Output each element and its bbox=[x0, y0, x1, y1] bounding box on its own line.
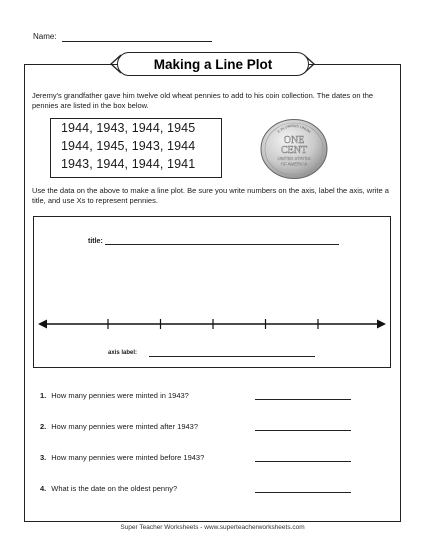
coin-cent: CENT bbox=[280, 145, 308, 156]
intro-text: Jeremy's grandfather gave him twelve old wheat pennies to add to his coin collection. The dates on the pennies are listed in the box below. bbox=[32, 91, 374, 110]
instructions-text: Use the data on the above to make a line plot. Be sure you write numbers on the axis, label the axis, write a title, and use Xs to represent pennies. bbox=[32, 186, 389, 205]
number-line bbox=[38, 312, 386, 336]
plot-title-label: title: bbox=[88, 238, 103, 245]
question-item: 1. How many pennies were minted in 1943? bbox=[40, 391, 189, 400]
axis-label-field[interactable] bbox=[149, 356, 315, 357]
arrow-left-icon bbox=[38, 320, 47, 329]
axis-label-text: axis label: bbox=[108, 350, 138, 356]
answer-field[interactable] bbox=[255, 399, 351, 400]
answer-field[interactable] bbox=[255, 492, 351, 493]
coin-one: ONE bbox=[283, 135, 305, 146]
coin-country-1: UNITED STATES bbox=[277, 156, 311, 161]
dates-row: 1944, 1945, 1943, 1944 bbox=[61, 139, 196, 153]
title-banner bbox=[0, 52, 425, 78]
coin-country-2: OF AMERICA bbox=[280, 161, 308, 167]
dates-row: 1944, 1943, 1944, 1945 bbox=[61, 121, 196, 135]
coin-motto: E PLURIBUS UNUM bbox=[276, 123, 312, 134]
title-rule-right bbox=[308, 64, 401, 65]
name-label: Name: bbox=[33, 32, 57, 41]
dates-row: 1943, 1944, 1944, 1941 bbox=[61, 157, 196, 171]
title-rule-left bbox=[24, 64, 118, 65]
line-plot-area[interactable] bbox=[33, 216, 391, 368]
answer-field[interactable] bbox=[255, 430, 351, 431]
footer-credit: Super Teacher Worksheets - www.superteacherworksheets.com bbox=[120, 524, 305, 531]
penny-icon bbox=[258, 118, 330, 180]
page-title: Making a Line Plot bbox=[117, 52, 309, 76]
question-item: 2. How many pennies were minted after 1943? bbox=[40, 422, 199, 431]
arrow-right-icon bbox=[377, 320, 386, 329]
question-item: 3. How many pennies were minted before 1943? bbox=[40, 453, 205, 462]
question-item: 4. What is the date on the oldest penny? bbox=[40, 484, 178, 493]
plot-title-field[interactable] bbox=[105, 244, 339, 245]
answer-field[interactable] bbox=[255, 461, 351, 462]
name-field[interactable] bbox=[62, 41, 212, 42]
dates-box bbox=[50, 118, 222, 178]
